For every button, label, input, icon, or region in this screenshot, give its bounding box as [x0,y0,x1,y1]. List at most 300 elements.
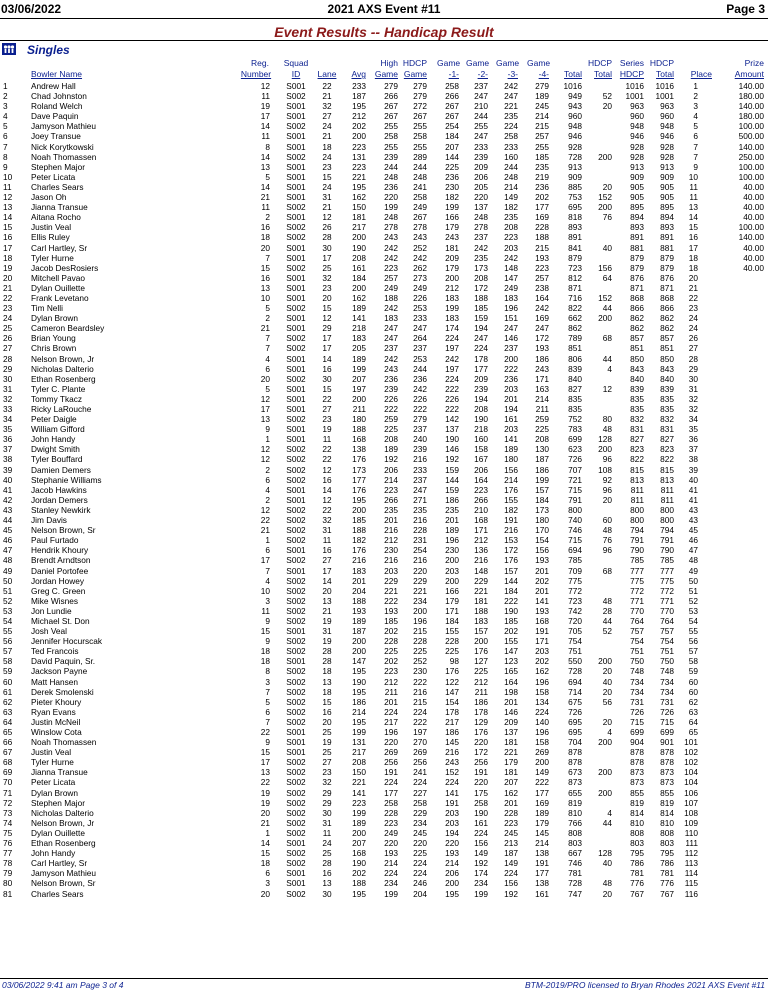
place: 116 [684,888,698,899]
high-game: 229 [384,575,398,586]
series-hdcp: 781 [630,868,644,879]
avg: 200 [352,636,366,647]
hdcp-series-total: 851 [660,343,674,354]
hdcp-series-total: 726 [660,706,674,717]
place: 43 [688,504,698,515]
series-hdcp: 731 [630,696,644,707]
game-1: 137 [445,424,459,435]
reg-number: 19 [260,787,270,798]
table-row [0,303,768,313]
hdcp-game: 216 [413,515,427,526]
lane: 15 [322,696,332,707]
lane: 12 [322,464,332,475]
reg-number: 9 [265,737,270,748]
reg-number: 14 [260,151,270,162]
place: 18 [688,252,698,263]
row-number: 54 [3,615,13,626]
bowler-name: Jordan Howey [31,575,85,586]
hdcp-total: 200 [598,767,612,778]
row-number: 6 [3,131,8,142]
place: 43 [688,515,698,526]
total: 728 [568,151,582,162]
table-row [0,858,768,868]
hdcp-series-total: 831 [660,424,674,435]
series-hdcp: 904 [630,737,644,748]
series-hdcp: 786 [630,858,644,869]
total: 800 [568,504,582,515]
total: 913 [568,161,582,172]
game-3: 148 [504,262,518,273]
series-hdcp: 963 [630,101,644,112]
lane: 28 [322,646,332,657]
avg: 188 [352,878,366,889]
avg: 211 [352,404,366,414]
bowler-name: Jamyson Mathieu [31,868,97,879]
bowler-name: Tyler Hurne [31,252,74,263]
high-game: 208 [384,434,398,445]
game-2: 278 [474,222,488,233]
place: 26 [688,333,698,344]
game-4: 161 [535,888,549,899]
row-number: 8 [3,151,8,162]
game-3: 200 [504,353,518,364]
reg-number: 18 [260,646,270,657]
lane: 23 [322,282,332,293]
hdcp-game: 216 [413,555,427,566]
place: 31 [688,383,698,394]
hdcp-game: 242 [413,383,427,394]
game-3: 180 [504,454,518,465]
bowler-name: Stephanie Williams [31,474,102,485]
col-series-bot: HDCP [619,69,644,79]
place: 63 [688,706,698,717]
reg-number: 3 [265,676,270,687]
place: 39 [688,464,698,475]
hdcp-series-total: 868 [660,292,674,303]
row-number: 42 [3,494,13,505]
game-2: 266 [474,494,488,505]
game-3: 161 [504,414,518,425]
game-1: 230 [445,545,459,556]
hdcp-game: 244 [413,363,427,374]
game-1: 186 [445,727,459,737]
hdcp-game: 215 [413,626,427,637]
game-1: 258 [445,81,459,91]
bowler-name: Tyler Hurne [31,757,74,768]
total: 746 [568,525,582,536]
table-row [0,767,768,777]
game-1: 230 [445,181,459,192]
high-game: 201 [384,515,398,526]
col-g2-bot: -2- [477,69,488,79]
game-4: 193 [535,555,549,566]
game-3: 157 [504,565,518,576]
reg-number: 1 [265,827,270,838]
row-number: 53 [3,605,13,616]
bowling-pins-icon [2,43,16,55]
squad-id: S002 [286,222,306,233]
game-4: 201 [535,565,549,576]
game-1: 171 [445,605,459,616]
squad-id: S001 [286,181,306,192]
reg-number: 7 [265,343,270,354]
reg-number: 15 [260,626,270,637]
place: 65 [688,727,698,737]
table-row [0,636,768,646]
place: 34 [688,414,698,425]
place: 58 [688,656,698,667]
squad-id: S001 [286,656,306,667]
squad-id: S002 [286,696,306,707]
hdcp-total: 4 [607,363,612,374]
lane: 20 [322,585,332,596]
hdcp-game: 200 [413,605,427,616]
series-hdcp: 909 [630,171,644,182]
hdcp-game: 278 [413,222,427,233]
lane: 32 [322,272,332,283]
row-number: 20 [3,272,13,283]
row-number: 51 [3,585,13,596]
avg: 187 [352,91,366,102]
game-4: 180 [535,515,549,526]
high-game: 223 [384,666,398,677]
game-4: 140 [535,716,549,727]
squad-id: S001 [286,727,306,737]
row-number: 36 [3,434,13,445]
hdcp-series-total: 790 [660,545,674,556]
squad-id: S001 [286,393,306,404]
col-squad-top: Squad [283,58,309,68]
row-number: 4 [3,111,8,122]
hdcp-game: 269 [413,747,427,758]
game-2: 258 [474,797,488,808]
squad-id: S002 [286,595,306,606]
game-4: 172 [535,333,549,344]
row-number: 60 [3,676,13,687]
row-number: 34 [3,414,13,425]
prize-amount: 40.00 [743,202,764,213]
hdcp-game: 197 [413,727,427,737]
game-4: 219 [535,171,549,182]
game-4: 238 [535,282,549,293]
game-1: 201 [445,515,459,526]
high-game: 222 [384,595,398,606]
squad-id: S002 [286,686,306,697]
total: 879 [568,252,582,263]
game-1: 155 [445,626,459,637]
reg-number: 1 [265,434,270,445]
reg-number: 6 [265,545,270,556]
game-3: 149 [504,858,518,869]
game-1: 212 [445,282,459,293]
squad-id: S002 [286,585,306,596]
row-number: 48 [3,555,13,566]
hdcp-total: 108 [598,464,612,475]
lane: 11 [322,535,332,546]
reg-number: 20 [260,888,270,899]
game-4: 214 [535,111,549,122]
table-row [0,818,768,828]
avg: 189 [352,353,366,364]
squad-id: S002 [286,555,306,566]
bowler-name: Daniel Portofee [31,565,89,576]
total: 704 [568,737,582,748]
hdcp-series-total: 879 [660,252,674,263]
total: 835 [568,404,582,414]
total: 948 [568,121,582,132]
squad-id: S001 [286,737,306,748]
place: 113 [684,858,698,869]
reg-number: 12 [260,504,270,515]
game-3: 147 [504,272,518,283]
game-3: 149 [504,192,518,203]
col-hdcptot-top: HDCP [649,58,674,68]
game-1: 144 [445,151,459,162]
hdcp-game: 240 [413,434,427,445]
row-number: 66 [3,737,13,748]
squad-id: S001 [286,323,306,334]
game-4: 154 [535,535,549,546]
game-2: 177 [474,363,488,374]
game-4: 203 [535,646,549,657]
place: 108 [684,807,698,818]
row-number: 74 [3,817,13,828]
bowler-name: Peter Licata [31,171,76,182]
avg: 200 [352,232,366,243]
table-row [0,454,768,464]
squad-id: S002 [286,515,306,526]
series-hdcp: 866 [630,303,644,314]
total: 885 [568,181,582,192]
avg: 195 [352,101,366,112]
hdcp-series-total: 871 [660,282,674,293]
hdcp-game: 224 [413,868,427,879]
place: 110 [684,827,698,838]
game-3: 183 [504,292,518,303]
total: 707 [568,464,582,475]
place: 18 [688,262,698,273]
game-4: 242 [535,303,549,314]
squad-id: S001 [286,282,306,293]
avg: 186 [352,696,366,707]
hdcp-series-total: 814 [660,807,674,818]
squad-id: S001 [286,484,306,495]
avg: 168 [352,434,366,445]
game-2: 220 [474,192,488,203]
series-hdcp: 835 [630,404,644,414]
hdcp-game: 252 [413,656,427,667]
hdcp-series-total: 855 [660,787,674,798]
high-game: 220 [384,737,398,748]
table-row [0,616,768,626]
reg-number: 11 [261,91,270,102]
place: 40 [688,474,698,485]
game-1: 203 [445,565,459,576]
row-number: 37 [3,444,13,455]
table-row [0,162,768,172]
reg-number: 15 [260,262,270,273]
hdcp-series-total: 960 [660,111,674,122]
lane: 18 [322,666,332,677]
game-4: 193 [535,343,549,354]
reg-number: 9 [265,615,270,626]
reg-number: 16 [260,272,270,283]
high-game: 196 [384,727,398,737]
reg-number: 13 [260,767,270,778]
game-1: 203 [445,817,459,828]
hdcp-game: 255 [413,141,427,152]
hdcp-game: 289 [413,151,427,162]
game-3: 201 [504,797,518,808]
series-hdcp: 770 [630,605,644,616]
game-2: 211 [474,686,488,697]
high-game: 220 [384,838,398,849]
game-2: 175 [474,787,488,798]
lane: 27 [322,111,332,122]
row-number: 49 [3,565,13,576]
hdcp-series-total: 808 [660,827,674,838]
bowler-name: Roland Welch [31,101,83,112]
game-4: 145 [535,827,549,838]
row-number: 70 [3,777,13,788]
bowler-name: Peter Licata [31,777,76,788]
total: 720 [568,615,582,626]
avg: 195 [352,888,366,899]
row-number: 43 [3,504,13,515]
hdcp-total: 96 [602,454,612,465]
reg-number: 15 [260,747,270,758]
lane: 30 [322,888,332,899]
game-2: 244 [474,111,488,122]
series-hdcp: 835 [630,393,644,404]
series-hdcp: 913 [630,161,644,172]
squad-id: S001 [286,111,306,122]
high-game: 230 [384,545,398,556]
bowler-name: Nelson Brown, Jr [31,353,95,364]
game-1: 236 [445,171,459,182]
total: 891 [568,232,582,243]
game-3: 123 [504,656,518,667]
total: 946 [568,131,582,142]
game-1: 235 [445,504,459,515]
game-4: 134 [535,696,549,707]
game-3: 155 [504,494,518,505]
hdcp-game: 224 [413,858,427,869]
total: 699 [568,434,582,445]
bowler-name: Mike Wisnes [31,595,79,606]
place: 9 [693,161,698,172]
bowler-name: Dave Paquin [31,111,79,122]
col-hdcptot-bot: Total [656,69,674,79]
hdcp-series-total: 928 [660,151,674,162]
total: 878 [568,757,582,768]
high-game: 199 [384,888,398,899]
high-game: 249 [384,827,398,838]
bowler-name: Noah Thomassen [31,737,97,748]
place: 16 [688,232,698,243]
squad-id: S001 [286,252,306,263]
avg: 233 [352,81,366,91]
avg: 184 [352,272,366,283]
hdcp-series-total: 815 [660,464,674,475]
game-4: 247 [535,323,549,334]
squad-id: S001 [286,353,306,364]
game-2: 255 [474,121,488,132]
lane: 29 [322,323,332,334]
game-3: 182 [504,504,518,515]
total: 694 [568,545,582,556]
game-3: 222 [504,595,518,606]
hdcp-game: 247 [413,323,427,334]
bowler-name: Mitchell Pavao [31,272,85,283]
avg: 168 [352,848,366,859]
footer-license: BTM-2019/PRO licensed to Bryan Rhodes 2021 AXS Event #11 [524,980,765,990]
game-3: 237 [504,343,518,354]
place: 60 [688,676,698,687]
hdcp-series-total: 835 [660,404,674,414]
high-game: 224 [384,706,398,717]
row-number: 55 [3,626,13,637]
game-1: 200 [445,555,459,566]
hdcp-game: 267 [413,212,427,223]
hdcp-series-total: 803 [660,838,674,849]
hdcp-series-total: 876 [660,272,674,283]
lane: 31 [322,817,332,828]
avg: 195 [352,181,366,192]
table-row [0,808,768,818]
game-4: 186 [535,464,549,475]
reg-number: 16 [260,222,270,233]
game-1: 142 [445,414,459,425]
series-hdcp: 839 [630,383,644,394]
hdcp-series-total: 770 [660,605,674,616]
game-4: 169 [535,797,549,808]
game-3: 156 [504,464,518,475]
place: 6 [693,131,698,142]
game-2: 164 [474,474,488,485]
place: 109 [684,817,698,828]
hdcp-game: 272 [413,101,427,112]
place: 52 [688,595,698,606]
hdcp-game: 246 [413,878,427,889]
table-row [0,666,768,676]
hdcp-series-total: 891 [660,232,674,243]
hdcp-game: 220 [413,565,427,576]
row-number: 72 [3,797,13,808]
hdcp-series-total: 1001 [655,91,674,102]
squad-id: S002 [286,464,306,475]
squad-id: S001 [286,747,306,758]
game-1: 154 [445,696,459,707]
row-number: 71 [3,787,13,798]
hdcp-series-total: 800 [660,504,674,515]
place: 47 [688,545,698,556]
avg: 181 [352,212,366,223]
series-hdcp: 777 [630,565,644,576]
avg: 185 [352,515,366,526]
game-2: 200 [474,636,488,647]
col-high-top: High [380,58,398,68]
hdcp-game: 279 [413,414,427,425]
game-2: 223 [474,484,488,495]
hdcp-total: 44 [602,303,612,314]
avg: 138 [352,444,366,455]
game-3: 228 [504,807,518,818]
place: 22 [688,292,698,303]
high-game: 242 [384,242,398,253]
game-3: 214 [504,181,518,192]
hdcp-game: 254 [413,545,427,556]
